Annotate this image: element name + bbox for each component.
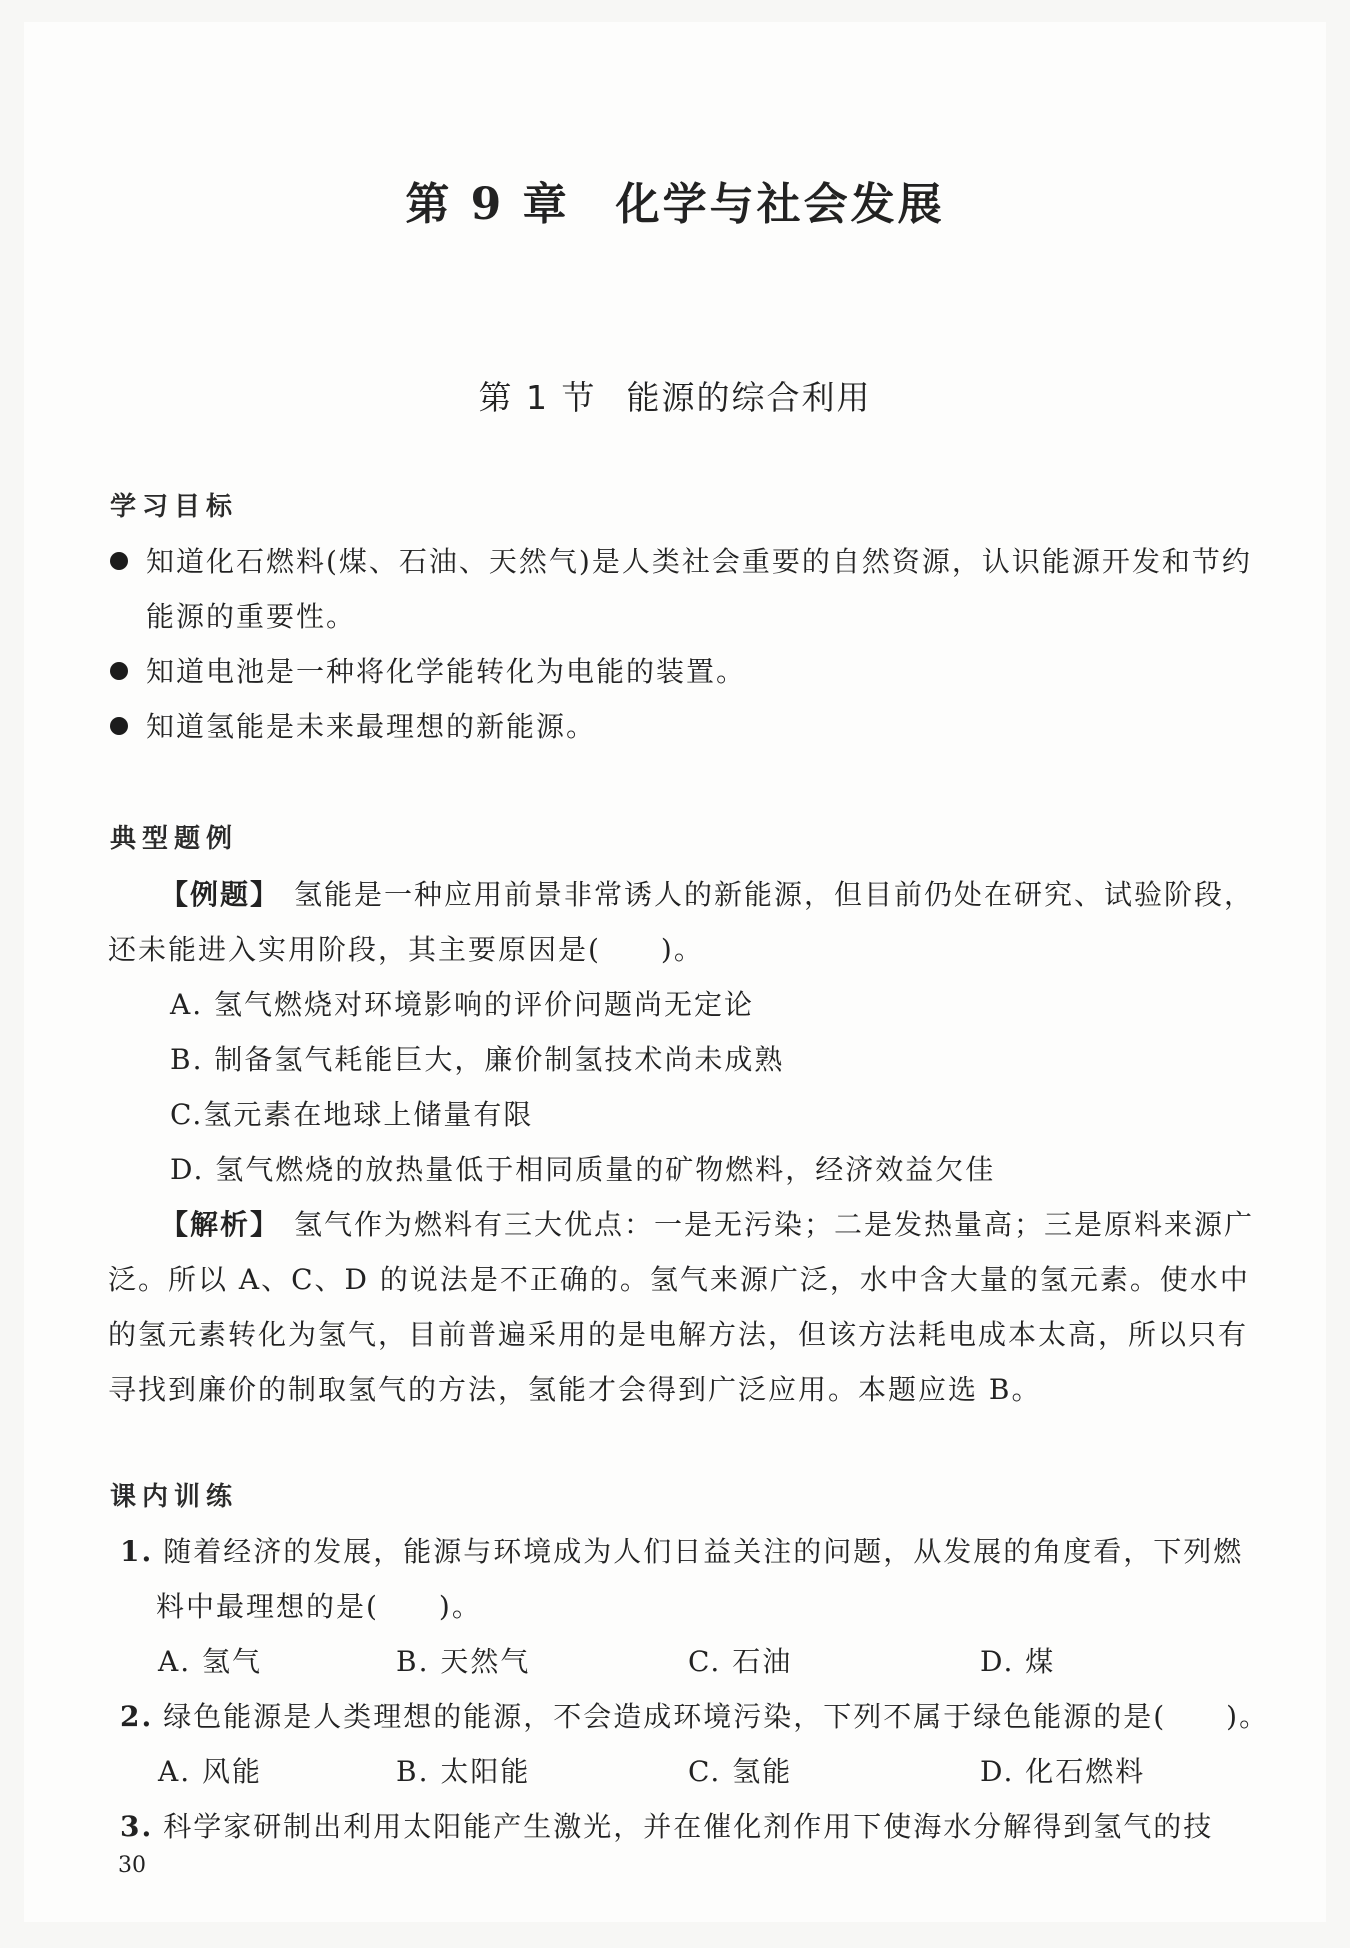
chapter-title xyxy=(0,168,1350,232)
section-number: 第 1 节 xyxy=(478,378,597,417)
question-number: 2. xyxy=(120,1700,154,1733)
analysis-line-1 xyxy=(160,1203,1254,1243)
example-option-a: A. 氢气燃烧对环境影响的评价问题尚无定论 xyxy=(170,988,755,1021)
question-2-option-b: B. 太阳能 xyxy=(396,1755,531,1788)
question-3-text-1: 科学家研制出利用太阳能产生激光，并在催化剂作用下使海水分解得到氢气的技 xyxy=(163,1810,1214,1843)
example-stem-line-1 xyxy=(160,873,1254,913)
objective-1-line-2: 能源的重要性。 xyxy=(146,600,357,633)
example-stem-1: 氢能是一种应用前景非常诱人的新能源，但目前仍处在研究、试验阶段， xyxy=(294,878,1255,911)
example-option-c: C.氢元素在地球上储量有限 xyxy=(170,1098,534,1131)
page-inner xyxy=(24,22,1326,1922)
question-2-option-a: A. 风能 xyxy=(158,1755,263,1788)
question-1-line-2: 料中最理想的是( )。 xyxy=(156,1590,482,1623)
question-1-text-1: 随着经济的发展，能源与环境成为人们日益关注的问题，从发展的角度看，下列燃 xyxy=(163,1535,1244,1568)
page-number: 30 xyxy=(118,1853,146,1878)
example-option-b: B. 制备氢气耗能巨大，廉价制氢技术尚未成熟 xyxy=(170,1043,785,1076)
practice-heading: 课内训练 xyxy=(110,1482,239,1512)
question-2-option-c: C. 氢能 xyxy=(688,1755,793,1788)
objective-3: 知道氢能是未来最理想的新能源。 xyxy=(146,710,597,743)
example-option-d: D. 氢气燃烧的放热量低于相同质量的矿物燃料，经济效益欠佳 xyxy=(170,1153,996,1186)
objective-1-line-1: 知道化石燃料(煤、石油、天然气)是人类社会重要的自然资源，认识能源开发和节约 xyxy=(146,545,1252,578)
question-2-text-1: 绿色能源是人类理想的能源，不会造成环境污染，下列不属于绿色能源的是( )。 xyxy=(163,1700,1270,1733)
question-3-line-1 xyxy=(120,1805,1213,1845)
chapter-name: 化学与社会发展 xyxy=(615,179,945,230)
chapter-number: 第 9 章 xyxy=(405,179,570,230)
example-stem-line-2: 还未能进入实用阶段，其主要原因是( )。 xyxy=(108,933,704,966)
question-1-option-d: D. 煤 xyxy=(980,1645,1056,1678)
analysis-line-2: 泛。所以 A、C、D 的说法是不正确的。氢气来源广泛，水中含大量的氢元素。使水中 xyxy=(108,1263,1250,1296)
question-number: 1. xyxy=(120,1535,154,1568)
question-1-option-b: B. 天然气 xyxy=(396,1645,531,1678)
section-name: 能源的综合利用 xyxy=(626,378,872,417)
analysis-line-3: 的氢元素转化为氢气，目前普遍采用的是电解方法，但该方法耗电成本太高，所以只有 xyxy=(108,1318,1249,1351)
objective-2: 知道电池是一种将化学能转化为电能的装置。 xyxy=(146,655,747,688)
example-tag: 【例题】 xyxy=(160,878,281,911)
objectives-heading: 学习目标 xyxy=(110,492,239,522)
question-1-option-a: A. 氢气 xyxy=(158,1645,263,1678)
bullet-dot xyxy=(110,717,128,735)
question-1-line-1 xyxy=(120,1530,1243,1570)
question-2-line-1 xyxy=(120,1695,1269,1735)
bullet-dot xyxy=(110,552,128,570)
analysis-tag: 【解析】 xyxy=(160,1208,281,1241)
question-2-option-d: D. 化石燃料 xyxy=(980,1755,1146,1788)
analysis-line-4: 寻找到廉价的制取氢气的方法，氢能才会得到广泛应用。本题应选 B。 xyxy=(108,1373,1042,1406)
section-title xyxy=(0,372,1350,419)
question-number: 3. xyxy=(120,1810,154,1843)
bullet-dot xyxy=(110,662,128,680)
question-1-option-c: C. 石油 xyxy=(688,1645,793,1678)
example-heading: 典型题例 xyxy=(110,824,239,854)
analysis-text-1: 氢气作为燃料有三大优点：一是无污染；二是发热量高；三是原料来源广 xyxy=(294,1208,1255,1241)
